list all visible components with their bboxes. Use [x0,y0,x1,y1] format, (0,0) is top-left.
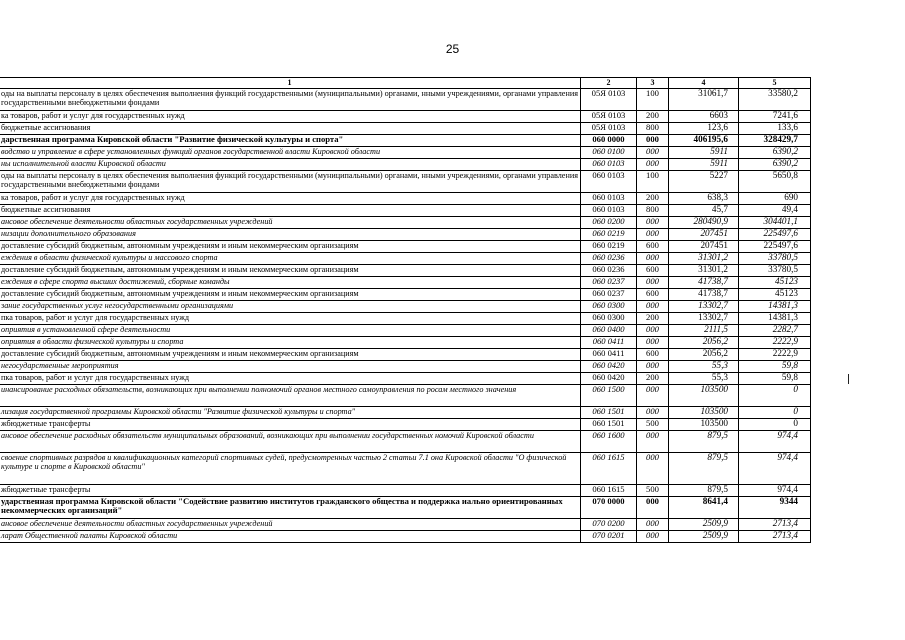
row-code-cell: 05Я 0103 [581,88,637,110]
table-row [0,192,811,204]
row-amount-2-cell: 33780,5 [739,264,811,276]
row-type-cell: 800 [637,204,669,216]
table-row [0,418,811,430]
row-name-cell: оды на выплаты персоналу в целях обеспечения выполнения функций государственными (муниципальными) органами, нными учреждениями, органами управления государственными внебюджетными фондами [0,88,581,110]
row-type-cell: 500 [637,418,669,430]
table-row [0,406,811,418]
row-name-cell: оприятия в установленной сфере деятельности [0,324,581,336]
row-amount-2-cell: 225497,6 [739,228,811,240]
row-name-cell: пка товаров, работ и услуг для государственных нужд [0,372,581,384]
table-row [0,324,811,336]
row-code-cell: 070 0201 [581,530,637,542]
row-amount-2-cell: 45123 [739,276,811,288]
row-type-cell: 000 [637,384,669,406]
row-amount-1-cell: 55,3 [669,372,739,384]
row-name-cell: доставление субсидий бюджетным, автономным учреждениям и иным некоммерческим организациям [0,288,581,300]
row-amount-2-cell: 328429,7 [739,134,811,146]
table-row [0,170,811,192]
table-row [0,336,811,348]
row-amount-2-cell: 0 [739,418,811,430]
header-cell-4: 4 [669,78,739,89]
table-row [0,146,811,158]
row-amount-1-cell: 5911 [669,158,739,170]
row-code-cell: 060 0103 [581,158,637,170]
row-amount-1-cell: 31061,7 [669,88,739,110]
row-type-cell: 000 [637,228,669,240]
row-name-cell: бюджетные ассигнования [0,204,581,216]
header-cell-3: 3 [637,78,669,89]
row-amount-1-cell: 207451 [669,240,739,252]
row-amount-2-cell: 0 [739,384,811,406]
row-name-cell: доставление субсидий бюджетным, автономным учреждениям и иным некоммерческим организациям [0,348,581,360]
row-type-cell: 000 [637,496,669,518]
row-amount-1-cell: 879,5 [669,430,739,452]
table-row [0,530,811,542]
row-amount-1-cell: 5227 [669,170,739,192]
row-type-cell: 500 [637,484,669,496]
table-row [0,518,811,530]
row-amount-2-cell: 133,6 [739,122,811,134]
row-type-cell: 200 [637,192,669,204]
row-amount-2-cell: 690 [739,192,811,204]
row-name-cell: инансирование расходных обязательств, возникающих при выполнении полномочий органов местного самоуправления по росам местного значения [0,384,581,406]
row-amount-1-cell: 6603 [669,110,739,122]
row-amount-1-cell: 55,3 [669,360,739,372]
row-amount-1-cell: 879,5 [669,484,739,496]
row-name-cell: ны исполнительной власти Кировской области [0,158,581,170]
row-type-cell: 000 [637,530,669,542]
table-row [0,134,811,146]
table-row [0,384,811,406]
row-amount-1-cell: 31301,2 [669,252,739,264]
row-name-cell: оды на выплаты персоналу в целях обеспечения выполнения функций государственными (муниципальными) органами, нными учреждениями, органами управления государственными внебюджетными фондами [0,170,581,192]
table-row [0,372,811,384]
table-row [0,158,811,170]
row-amount-2-cell: 2222,9 [739,336,811,348]
row-code-cell: 070 0000 [581,496,637,518]
table-header-row [0,78,811,89]
row-code-cell: 060 0420 [581,360,637,372]
row-amount-1-cell: 5911 [669,146,739,158]
row-code-cell: 060 0236 [581,252,637,264]
row-code-cell: 060 0411 [581,336,637,348]
row-type-cell: 000 [637,300,669,312]
row-amount-2-cell: 974,4 [739,484,811,496]
row-type-cell: 200 [637,312,669,324]
table-row [0,452,811,484]
row-amount-1-cell: 13302,7 [669,312,739,324]
row-amount-2-cell: 2713,4 [739,530,811,542]
row-type-cell: 000 [637,252,669,264]
row-amount-1-cell: 41738,7 [669,288,739,300]
row-type-cell: 600 [637,348,669,360]
row-amount-1-cell: 2111,5 [669,324,739,336]
table-row [0,204,811,216]
row-code-cell: 060 0237 [581,276,637,288]
table-row [0,228,811,240]
row-code-cell: 060 0219 [581,228,637,240]
row-name-cell: ка товаров, работ и услуг для государственных нужд [0,192,581,204]
row-code-cell: 060 0420 [581,372,637,384]
table-row [0,88,811,110]
row-amount-2-cell: 2282,7 [739,324,811,336]
table-row [0,496,811,518]
row-name-cell: низации дополнительного образования [0,228,581,240]
table-row [0,122,811,134]
row-code-cell: 060 0236 [581,264,637,276]
row-amount-2-cell: 14381,3 [739,300,811,312]
row-code-cell: 060 0200 [581,216,637,228]
row-amount-2-cell: 0 [739,406,811,418]
table-row [0,216,811,228]
row-code-cell: 060 1501 [581,406,637,418]
row-type-cell: 600 [637,240,669,252]
row-amount-1-cell: 280490,9 [669,216,739,228]
table-row [0,240,811,252]
row-code-cell: 05Я 0103 [581,110,637,122]
row-code-cell: 060 0103 [581,192,637,204]
margin-mark [848,374,849,384]
table-row [0,264,811,276]
row-name-cell: ка товаров, работ и услуг для государственных нужд [0,110,581,122]
row-amount-2-cell: 9344 [739,496,811,518]
row-code-cell: 060 0103 [581,204,637,216]
row-type-cell: 000 [637,518,669,530]
row-amount-2-cell: 59,8 [739,360,811,372]
row-name-cell: бюджетные ассигнования [0,122,581,134]
row-code-cell: 060 0300 [581,312,637,324]
table-row [0,252,811,264]
row-code-cell: 060 0300 [581,300,637,312]
row-code-cell: 05Я 0103 [581,122,637,134]
row-type-cell: 000 [637,452,669,484]
row-code-cell: 070 0200 [581,518,637,530]
row-amount-2-cell: 2713,4 [739,518,811,530]
row-amount-2-cell: 6390,2 [739,158,811,170]
row-type-cell: 000 [637,324,669,336]
row-type-cell: 000 [637,146,669,158]
row-type-cell: 600 [637,288,669,300]
row-name-cell: ударственная программа Кировской области "Содействие развитию институтов гражданского общества и поддержка иально ориентированных некоммерческих организаций" [0,496,581,518]
row-amount-1-cell: 31301,2 [669,264,739,276]
row-amount-2-cell: 59,8 [739,372,811,384]
row-code-cell: 060 0000 [581,134,637,146]
row-name-cell: водство и управление в сфере установленных функций органов государственной власти Кировской области [0,146,581,158]
row-amount-1-cell: 123,6 [669,122,739,134]
row-amount-1-cell: 2056,2 [669,336,739,348]
table-row [0,484,811,496]
row-type-cell: 000 [637,158,669,170]
row-name-cell: негосударственные мероприятия [0,360,581,372]
row-code-cell: 060 0237 [581,288,637,300]
row-amount-2-cell: 49,4 [739,204,811,216]
row-amount-2-cell: 5650,8 [739,170,811,192]
row-name-cell: лизация государственной программы Кировской области "Развитие физической культуры и спорта" [0,406,581,418]
row-amount-2-cell: 7241,6 [739,110,811,122]
row-name-cell: жбюджетные трансферты [0,484,581,496]
row-code-cell: 060 1501 [581,418,637,430]
row-type-cell: 000 [637,216,669,228]
row-code-cell: 060 0411 [581,348,637,360]
row-type-cell: 100 [637,170,669,192]
row-type-cell: 000 [637,430,669,452]
table-row [0,360,811,372]
row-amount-2-cell: 6390,2 [739,146,811,158]
page-number: 25 [445,42,460,56]
row-amount-2-cell: 45123 [739,288,811,300]
row-amount-1-cell: 8641,4 [669,496,739,518]
row-amount-2-cell: 2222,9 [739,348,811,360]
row-type-cell: 200 [637,372,669,384]
row-type-cell: 800 [637,122,669,134]
row-type-cell: 600 [637,264,669,276]
row-amount-1-cell: 13302,7 [669,300,739,312]
row-type-cell: 000 [637,336,669,348]
row-amount-1-cell: 103500 [669,406,739,418]
row-amount-1-cell: 2509,9 [669,530,739,542]
row-amount-2-cell: 304401,1 [739,216,811,228]
row-code-cell: 060 0103 [581,170,637,192]
table-row [0,348,811,360]
row-amount-2-cell: 14381,3 [739,312,811,324]
header-cell-5: 5 [739,78,811,89]
table-row [0,288,811,300]
row-name-cell: ансовое обеспечение расходных обязательств муниципальных образований, возникающих при выполнении государственных номочий Кировской области [0,430,581,452]
row-name-cell: еждения в сфере спорта высших достижений, сборные команды [0,276,581,288]
row-amount-1-cell: 103500 [669,384,739,406]
row-amount-2-cell: 225497,6 [739,240,811,252]
row-amount-1-cell: 406195,6 [669,134,739,146]
row-amount-1-cell: 2509,9 [669,518,739,530]
row-code-cell: 060 0219 [581,240,637,252]
row-amount-2-cell: 33780,5 [739,252,811,264]
row-name-cell: ансовое обеспечение деятельности областных государственных учреждений [0,518,581,530]
header-cell-1: 1 [0,78,581,89]
row-amount-1-cell: 2056,2 [669,348,739,360]
row-code-cell: 060 1615 [581,484,637,496]
row-amount-1-cell: 45,7 [669,204,739,216]
table-row [0,110,811,122]
row-amount-1-cell: 638,3 [669,192,739,204]
row-amount-1-cell: 879,5 [669,452,739,484]
budget-table [0,77,811,543]
row-name-cell: доставление субсидий бюджетным, автономным учреждениям и иным некоммерческим организациям [0,264,581,276]
row-type-cell: 000 [637,406,669,418]
row-code-cell: 060 1600 [581,430,637,452]
row-type-cell: 000 [637,134,669,146]
row-name-cell: доставление субсидий бюджетным, автономным учреждениям и иным некоммерческим организациям [0,240,581,252]
row-amount-1-cell: 41738,7 [669,276,739,288]
row-type-cell: 000 [637,276,669,288]
row-name-cell: оприятия в области физической культуры и спорта [0,336,581,348]
table-row [0,312,811,324]
row-name-cell: своение спортивных разрядов и квалификационных категорий спортивных судей, предусмотренных частью 2 статьи 7.1 она Кировской области "О физической культуре и спорте в Кировской области" [0,452,581,484]
row-code-cell: 060 0400 [581,324,637,336]
row-name-cell: еждения в области физической культуры и массового спорта [0,252,581,264]
row-name-cell: пка товаров, работ и услуг для государственных нужд [0,312,581,324]
table-row [0,276,811,288]
row-name-cell: зание государственных услуг негосударственными организациями [0,300,581,312]
row-amount-1-cell: 103500 [669,418,739,430]
row-name-cell: дарственная программа Кировской области "Развитие физической культуры и спорта" [0,134,581,146]
row-code-cell: 060 1500 [581,384,637,406]
row-amount-2-cell: 33580,2 [739,88,811,110]
row-name-cell: ансовое обеспечение деятельности областных государственных учреждений [0,216,581,228]
row-code-cell: 060 0100 [581,146,637,158]
header-cell-2: 2 [581,78,637,89]
table-row [0,300,811,312]
row-amount-1-cell: 207451 [669,228,739,240]
row-amount-2-cell: 974,4 [739,452,811,484]
row-name-cell: ларат Общественной палаты Кировской области [0,530,581,542]
row-type-cell: 200 [637,110,669,122]
row-name-cell: жбюджетные трансферты [0,418,581,430]
row-type-cell: 000 [637,360,669,372]
table-row [0,430,811,452]
row-code-cell: 060 1615 [581,452,637,484]
row-type-cell: 100 [637,88,669,110]
row-amount-2-cell: 974,4 [739,430,811,452]
